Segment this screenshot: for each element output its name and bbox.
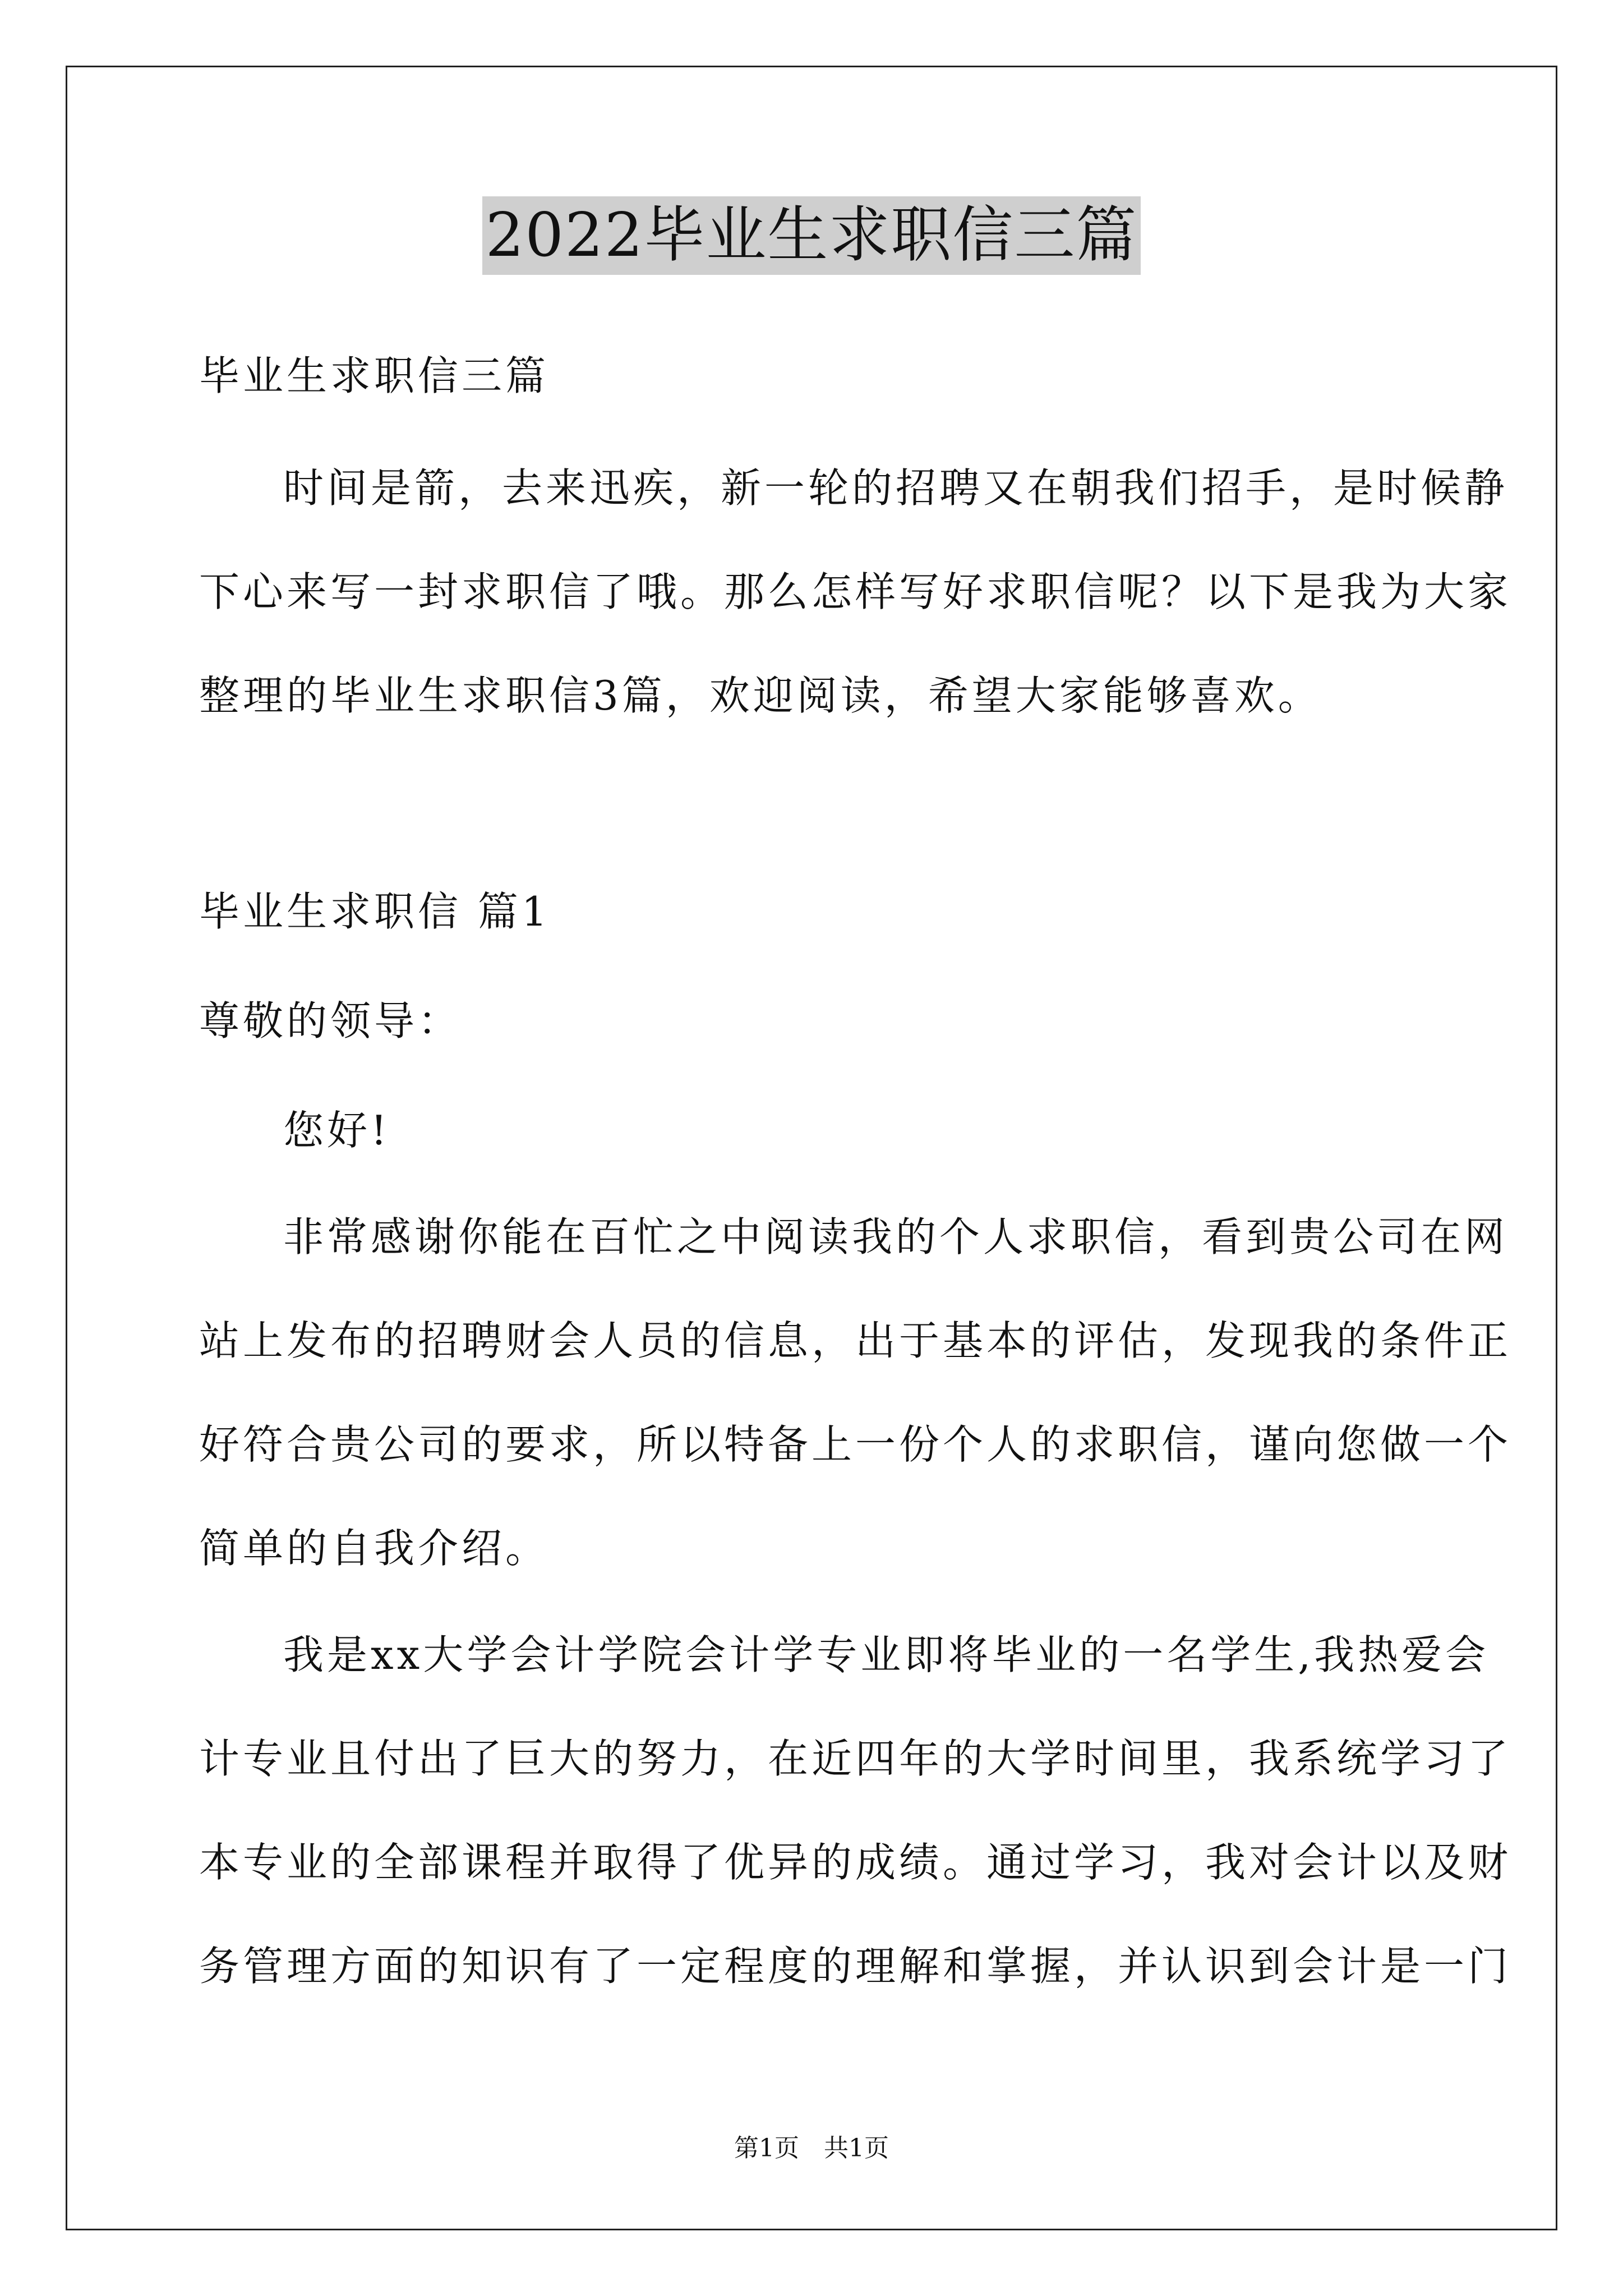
paragraph-line: 计专业且付出了巨大的努力，在近四年的大学时间里，我系统学习了 xyxy=(199,1735,1512,1782)
document-subtitle: 毕业生求职信三篇 xyxy=(199,352,550,399)
paragraph-line: 我是xx大学会计学院会计学专业即将毕业的一名学生,我热爱会 xyxy=(283,1631,1490,1678)
paragraph-line: 好符合贵公司的要求，所以特备上一份个人的求职信，谨向您做一个 xyxy=(199,1421,1512,1468)
paragraph-line: 站上发布的招聘财会人员的信息，出于基本的评估，发现我的条件正 xyxy=(199,1317,1512,1364)
page-footer: 第1页 共1页 xyxy=(734,2134,889,2162)
intro-line: 整理的毕业生求职信3篇，欢迎阅读，希望大家能够喜欢。 xyxy=(199,672,1322,719)
greeting: 您好! xyxy=(283,1107,390,1154)
salutation: 尊敬的领导： xyxy=(199,997,462,1045)
section-heading: 毕业生求职信 篇1 xyxy=(199,888,551,935)
document-title: 2022毕业生求职信三篇 xyxy=(482,196,1141,275)
title-wrap xyxy=(0,196,1623,275)
paragraph-line: 本专业的全部课程并取得了优异的成绩。通过学习，我对会计以及财 xyxy=(199,1839,1512,1886)
intro-line: 时间是箭，去来迅疾，新一轮的招聘又在朝我们招手，是时候静 xyxy=(283,464,1509,512)
intro-line: 下心来写一封求职信了哦。那么怎样写好求职信呢？以下是我为大家 xyxy=(199,568,1512,615)
paragraph-line: 简单的自我介绍。 xyxy=(199,1525,550,1572)
paragraph-line: 非常感谢你能在百忙之中阅读我的个人求职信，看到贵公司在网 xyxy=(283,1213,1509,1260)
paragraph-line: 务管理方面的知识有了一定程度的理解和掌握，并认识到会计是一门 xyxy=(199,1943,1512,1990)
